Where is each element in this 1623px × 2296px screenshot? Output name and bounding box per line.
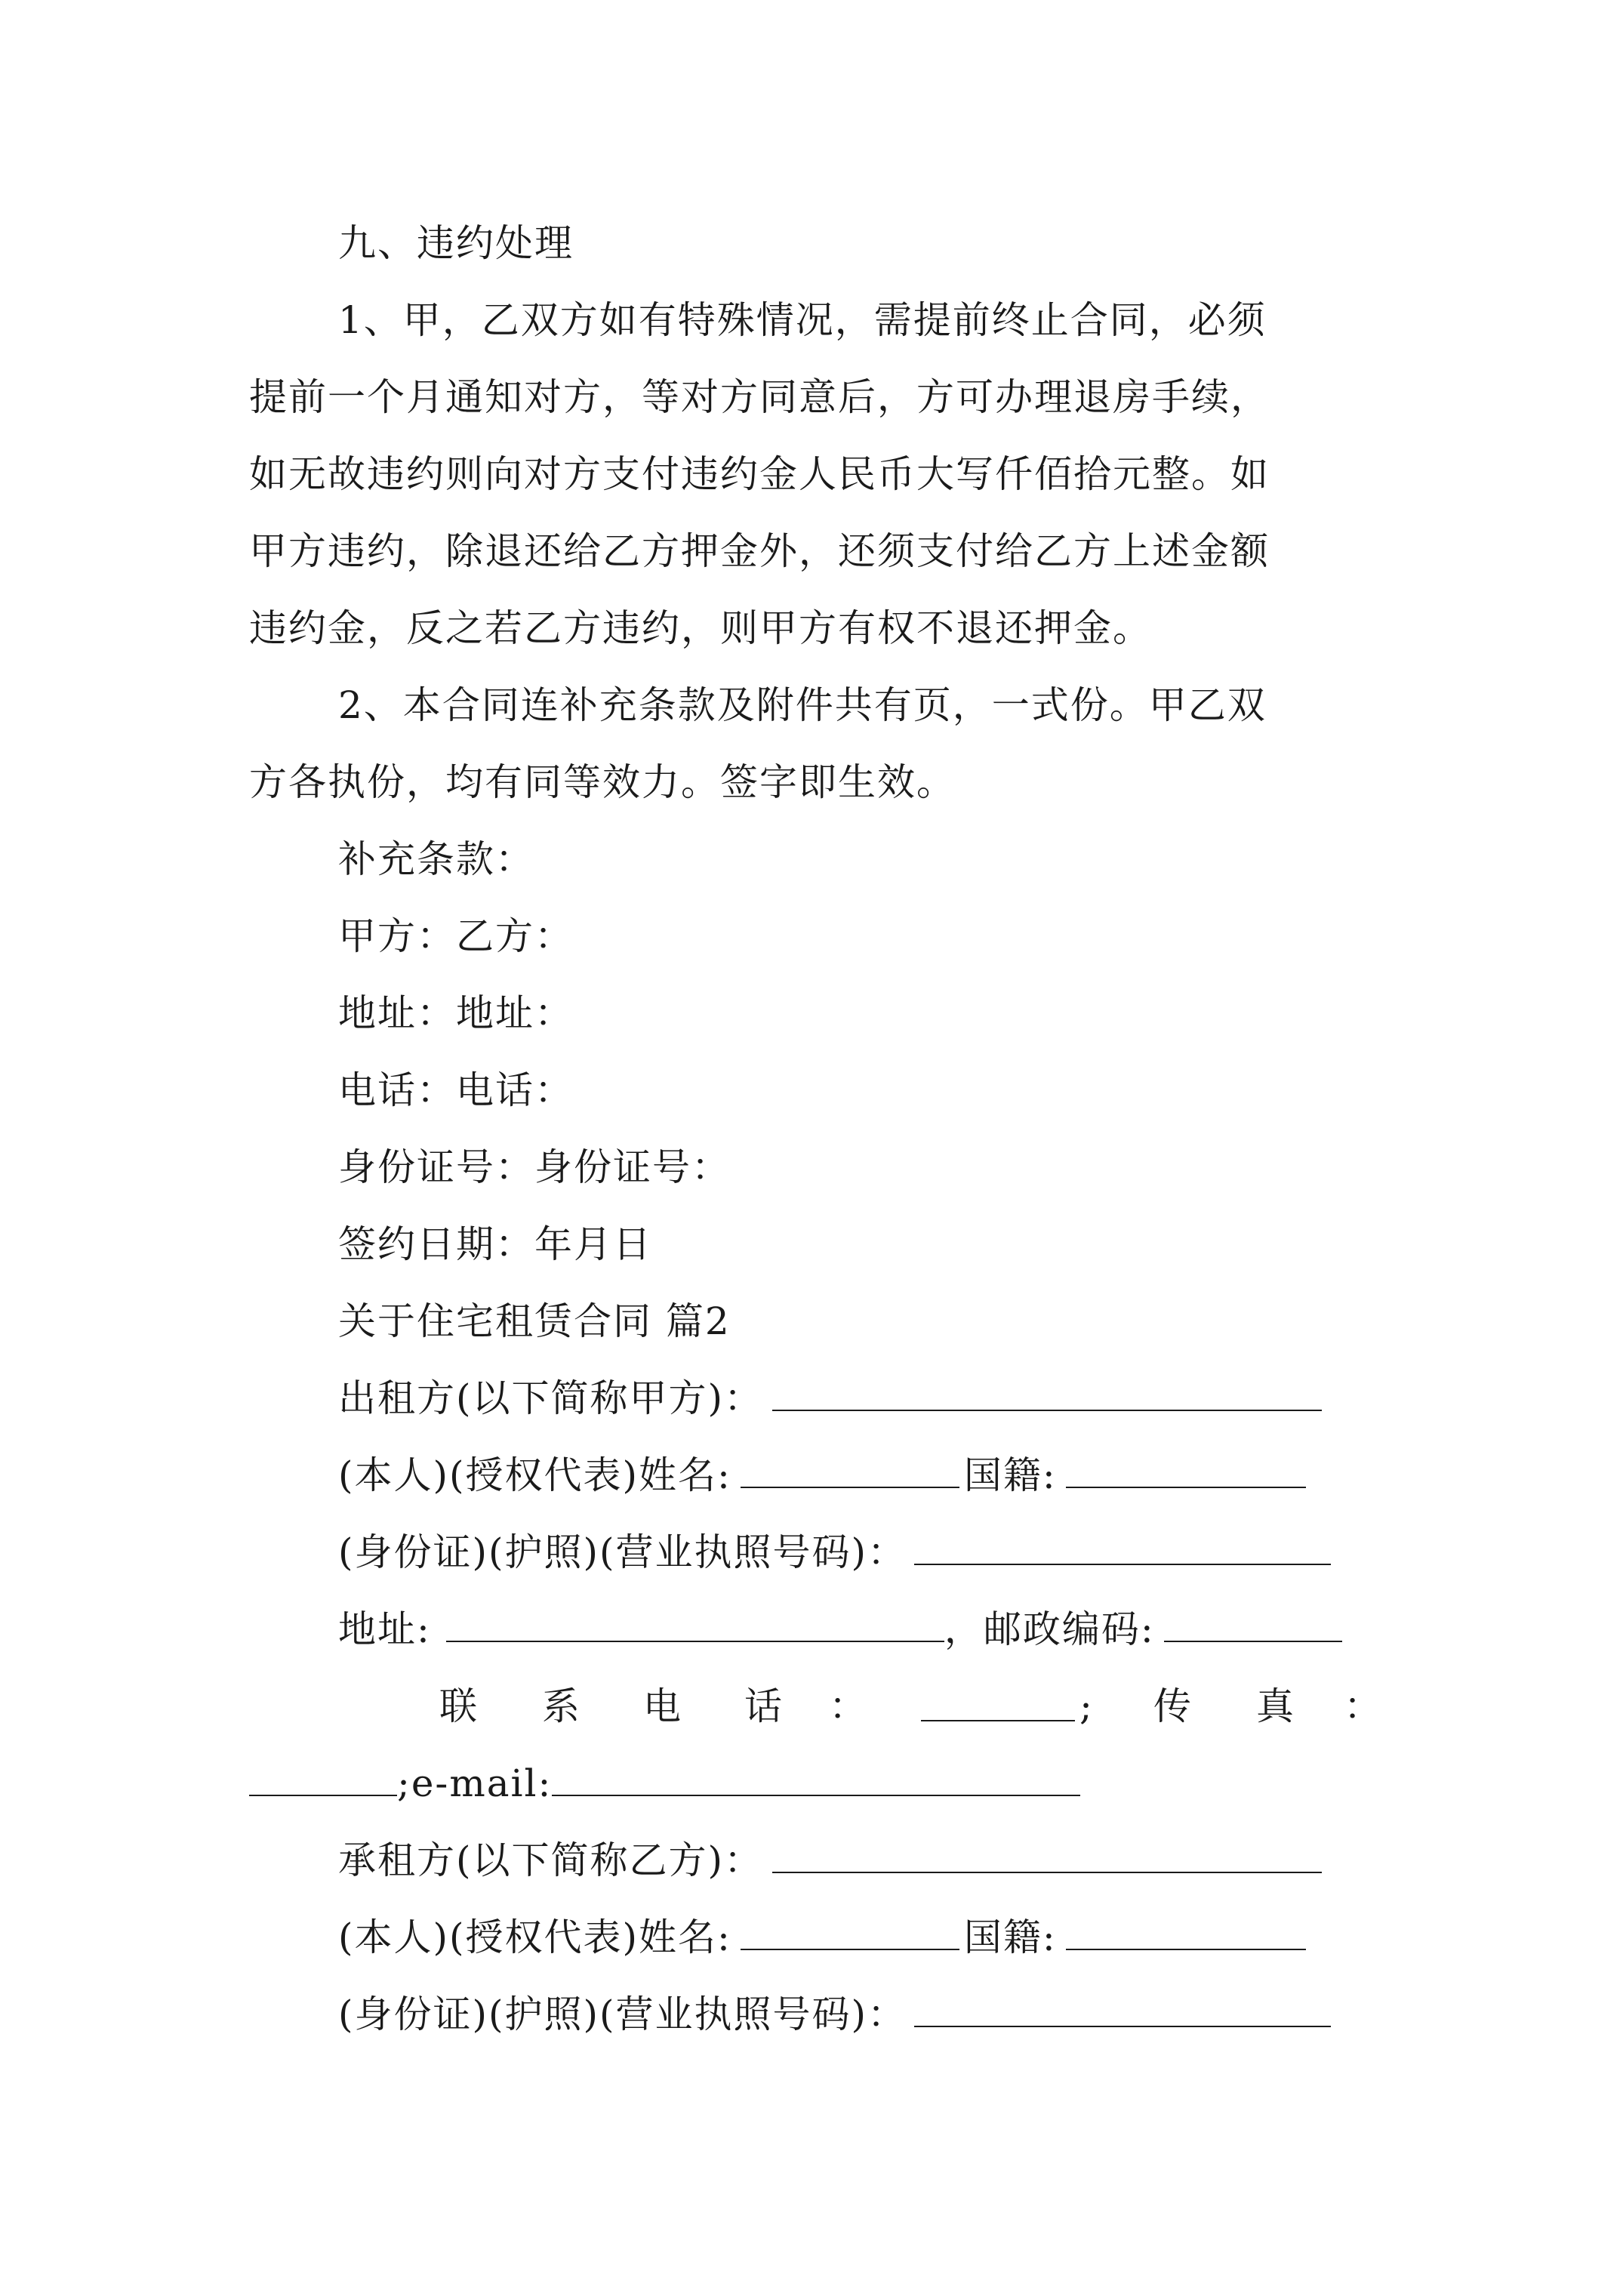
fax-char-3: ： [1344, 1684, 1381, 1728]
lessor-phone-blank[interactable] [921, 1687, 1075, 1721]
lessor-name-label: (本人)(授权代表)姓名: [338, 1453, 731, 1497]
fax-char-1: 传 [1153, 1684, 1191, 1728]
lessor-id-blank[interactable] [914, 1530, 1331, 1565]
lessee-row [338, 1838, 1322, 1883]
lessor-person-name-blank[interactable] [741, 1453, 959, 1488]
lessor-nationality-label: 国籍: [963, 1453, 1057, 1497]
clause-1-line-3: 如无故违约则向对方支付违约金人民币大写仟佰拾元整。如 [249, 452, 1270, 496]
lessor-name-row [338, 1453, 1306, 1498]
lessor-label: 出租方(以下简称甲方)： [338, 1376, 764, 1420]
lessor-email-blank[interactable] [552, 1761, 1080, 1796]
parties-line: 甲方：乙方： [338, 914, 574, 958]
lessee-id-row [338, 1992, 1331, 2037]
clause-2-line-1: 2、本合同连补充条款及附件共有页，一式份。甲乙双 [338, 683, 1267, 727]
clause-1-line-1: 1、甲，乙双方如有特殊情况，需提前终止合同，必须 [338, 298, 1267, 342]
lessor-nationality-blank[interactable] [1066, 1453, 1306, 1488]
clause-1-line-5: 违约金，反之若乙方违约，则甲方有权不退还押金。 [249, 606, 1152, 650]
lessor-row [338, 1376, 1322, 1421]
clause-2-line-2: 方各执份，均有同等效力。签字即生效。 [249, 760, 956, 804]
lessor-address-row [338, 1607, 1342, 1652]
lessee-nationality-label: 国籍: [963, 1915, 1057, 1959]
clause-1-line-4: 甲方违约，除退还给乙方押金外，还须支付给乙方上述金额 [249, 529, 1270, 573]
phone-char-2: 系 [542, 1684, 580, 1728]
section-title: 九、违约处理 [338, 221, 574, 265]
supplementary-heading: 补充条款： [338, 837, 534, 881]
lessee-name-blank[interactable] [772, 1838, 1322, 1873]
phone-char-3: 电 [643, 1684, 681, 1728]
lessor-postcode-blank[interactable] [1164, 1607, 1342, 1642]
phone-char-5: ： [829, 1684, 867, 1728]
lessee-nationality-blank[interactable] [1066, 1915, 1306, 1950]
sign-date-line: 签约日期：年月日 [338, 1222, 652, 1266]
lessor-address-blank[interactable] [446, 1607, 944, 1642]
phone-line: 电话：电话： [338, 1068, 574, 1112]
id-number-line: 身份证号：身份证号： [338, 1145, 731, 1189]
lessor-postcode-label: ，邮政编码: [944, 1607, 1155, 1651]
lessee-person-name-blank[interactable] [741, 1915, 959, 1950]
lessor-id-label: (身份证)(护照)(营业执照号码)： [338, 1530, 907, 1574]
lessor-fax-email-row [249, 1761, 1080, 1806]
lessor-address-label: 地址: [338, 1607, 431, 1651]
lessor-name-blank[interactable] [772, 1376, 1322, 1411]
email-label: ;e-mail: [397, 1761, 553, 1805]
lessee-label: 承租方(以下简称乙方)： [338, 1838, 764, 1882]
address-line: 地址：地址： [338, 991, 574, 1035]
phone-char-1: 联 [439, 1684, 477, 1728]
lessor-id-row [338, 1530, 1331, 1575]
phone-char-4: 话 [744, 1684, 782, 1728]
lessee-name-row [338, 1915, 1306, 1960]
lessee-id-label: (身份证)(护照)(营业执照号码)： [338, 1992, 907, 2036]
fax-separator: ; [1079, 1684, 1092, 1728]
lessee-name-label: (本人)(授权代表)姓名: [338, 1915, 731, 1959]
contract-2-title: 关于住宅租赁合同 篇2 [338, 1299, 731, 1343]
clause-1-line-2: 提前一个月通知对方，等对方同意后，方可办理退房手续， [249, 375, 1270, 419]
lessor-fax-blank[interactable] [249, 1761, 397, 1796]
fax-char-2: 真 [1256, 1684, 1294, 1728]
lessee-id-blank[interactable] [914, 1992, 1331, 2027]
